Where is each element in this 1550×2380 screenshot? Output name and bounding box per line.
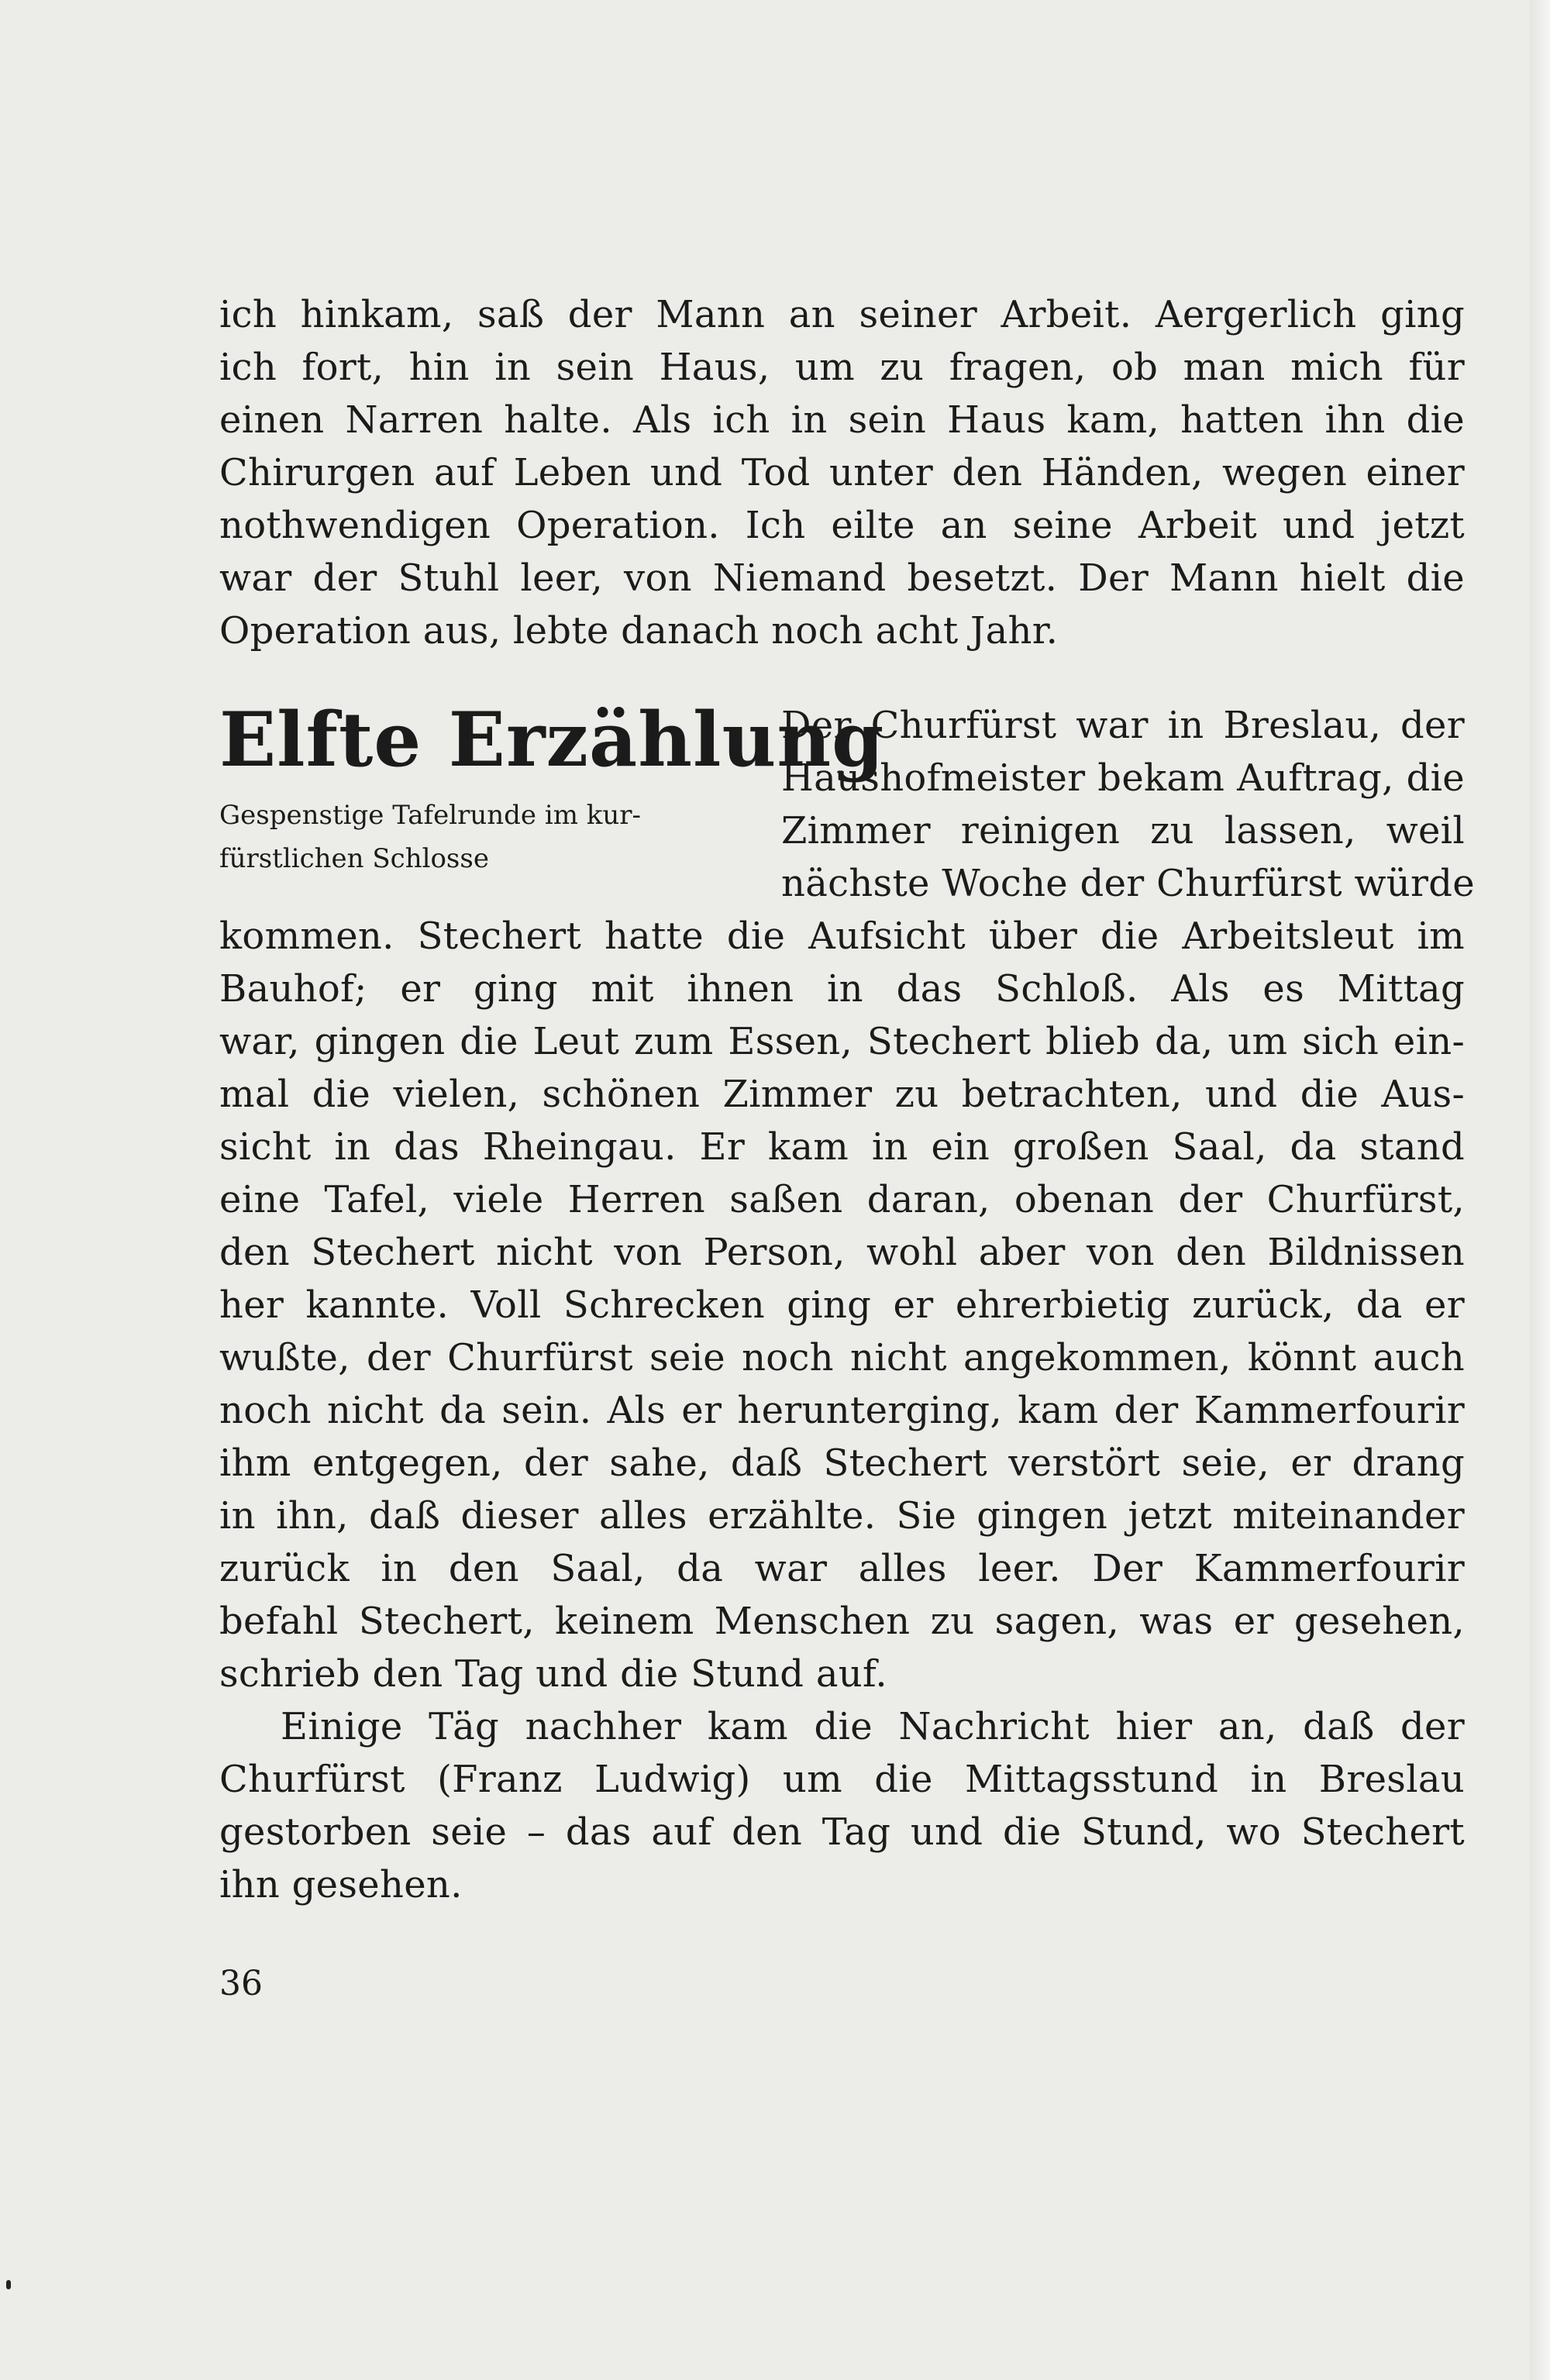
chapter-title: Elfte Erzählung	[219, 696, 885, 784]
text-line: ihm entgegen, der sahe, daß Stechert verstört seie, er drang	[219, 1441, 1465, 1485]
text-line: her kannte. Voll Schrecken ging er ehrerbietig zurück, da er	[219, 1283, 1465, 1327]
text-line: war, gingen die Leut zum Essen, Stechert blieb da, um sich ein-	[219, 1020, 1465, 1063]
text-line: den Stechert nicht von Person, wohl aber von den Bildnissen	[219, 1231, 1465, 1274]
text-line: Zimmer reinigen zu lassen, weil	[781, 809, 1465, 852]
text-line: kommen. Stechert hatte die Aufsicht über die Arbeitsleut im	[219, 914, 1465, 958]
text-line: befahl Stechert, keinem Menschen zu sagen, was er gesehen,	[219, 1600, 1465, 1643]
chapter-subtitle-line: fürstlichen Schlosse	[219, 843, 489, 874]
text-line: noch nicht da sein. Als er herunterging, kam der Kammerfourir	[219, 1389, 1465, 1432]
text-line: Churfürst (Franz Ludwig) um die Mittagsstund in Breslau	[219, 1758, 1465, 1801]
page-edge-shadow	[1530, 0, 1550, 2380]
text-line: Chirurgen auf Leben und Tod unter den Händen, wegen einer	[219, 451, 1465, 494]
text-line: ihn gesehen.	[219, 1863, 463, 1906]
text-line: Einige Täg nachher kam die Nachricht hier an, daß der	[281, 1705, 1465, 1748]
text-line: Haushofmeister bekam Auftrag, die	[781, 756, 1465, 800]
text-line: einen Narren halte. Als ich in sein Haus kam, hatten ihn die	[219, 398, 1465, 442]
text-line: in ihn, daß dieser alles erzählte. Sie gingen jetzt miteinander	[219, 1494, 1465, 1538]
text-line: eine Tafel, viele Herren saßen daran, obenan der Churfürst,	[219, 1178, 1465, 1221]
scan-speck	[6, 2280, 11, 2289]
text-line: Operation aus, lebte danach noch acht Jahr.	[219, 609, 1059, 653]
text-line: ich hinkam, saß der Mann an seiner Arbeit. Aergerlich ging	[219, 293, 1465, 336]
chapter-subtitle-line: Gespenstige Tafelrunde im kur-	[219, 800, 641, 831]
text-line: gestorben seie – das auf den Tag und die Stund, wo Stechert	[219, 1810, 1465, 1854]
text-line: mal die vielen, schönen Zimmer zu betrachten, und die Aus-	[219, 1073, 1465, 1116]
text-line: war der Stuhl leer, von Niemand besetzt. Der Mann hielt die	[219, 556, 1465, 600]
page-number: 36	[219, 1964, 263, 2003]
text-line: wußte, der Churfürst seie noch nicht angekommen, könnt auch	[219, 1336, 1465, 1379]
text-line: nothwendigen Operation. Ich eilte an seine Arbeit und jetzt	[219, 504, 1465, 547]
text-line: schrieb den Tag und die Stund auf.	[219, 1652, 887, 1696]
text-line: nächste Woche der Churfürst würde	[781, 862, 1475, 905]
text-line: Bauhof; er ging mit ihnen in das Schloß. Als es Mittag	[219, 967, 1465, 1011]
text-line: zurück in den Saal, da war alles leer. Der Kammerfourir	[219, 1547, 1465, 1590]
text-line: ich fort, hin in sein Haus, um zu fragen, ob man mich für	[219, 346, 1465, 389]
text-line: sicht in das Rheingau. Er kam in ein großen Saal, da stand	[219, 1125, 1465, 1169]
text-line: Der Churfürst war in Breslau, der	[781, 704, 1465, 747]
